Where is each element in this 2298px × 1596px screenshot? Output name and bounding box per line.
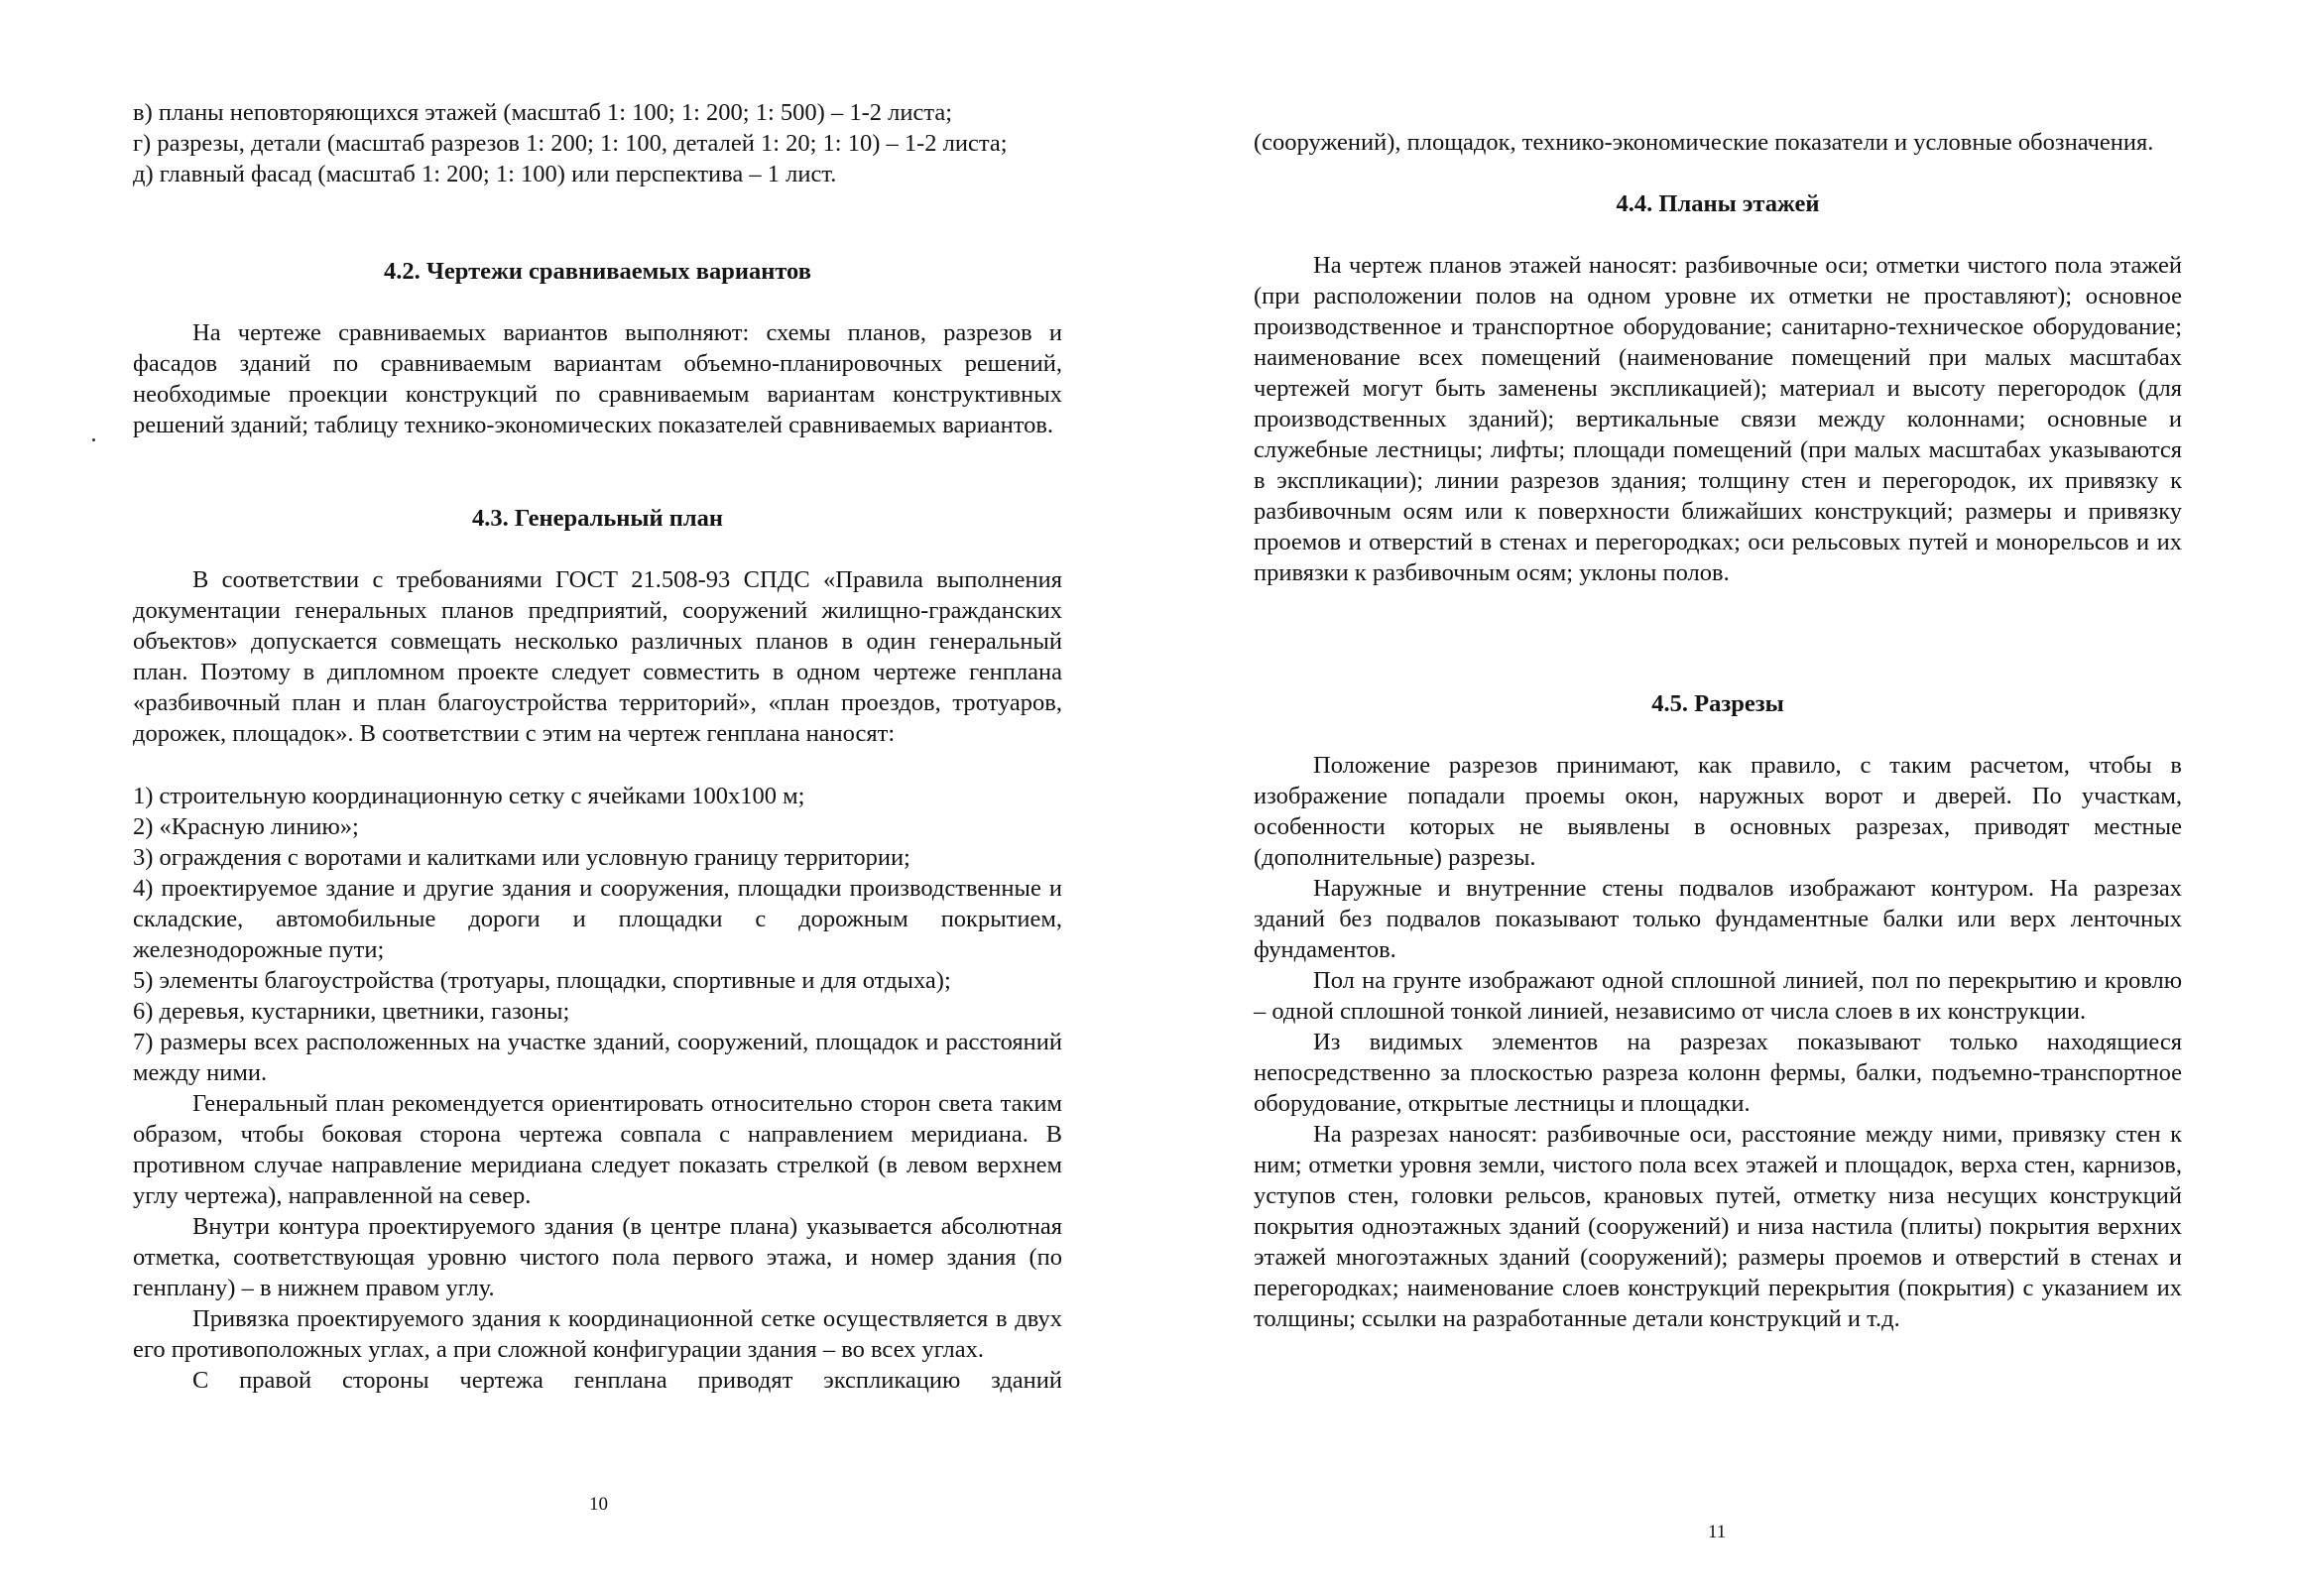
paragraph: Привязка проектируемого здания к координационной сетке осуществляется в двух его противоположных углах, а при сложной конфигурации здания – во всех углах. (133, 1305, 1062, 1363)
list-item: 2) «Красную линию»; (133, 813, 359, 840)
intro-list (133, 97, 1062, 189)
continuation-text: (сооружений), площадок, технико-экономические показатели и условные обозначения. (1254, 129, 2154, 156)
genplan-items (133, 781, 1062, 1396)
paragraph: Внутри контура проектируемого здания (в центре плана) указывается абсолютная отметка, соответствующая уровню чистого пола первого этажа, и номер здания (по генплану) – в нижнем правом углу. (133, 1213, 1062, 1301)
list-item: в) планы неповторяющихся этажей (масштаб 1: 100; 1: 200; 1: 500) – 1-2 листа; (133, 99, 953, 126)
right-page (1254, 0, 2182, 1596)
list-item: г) разрезы, детали (масштаб разрезов 1: 200; 1: 100, деталей 1: 20; 1: 10) – 1-2 листа; (133, 130, 1008, 157)
section-4-2-title: 4.2. Чертежи сравниваемых вариантов (384, 258, 811, 285)
paragraph: Пол на грунте изображают одной сплошной линией, пол по перекрытию и кровлю – одной сплошной тонкой линией, независимо от числа слоев в их конструкции. (1254, 967, 2182, 1025)
section-4-2-text: На чертеже сравниваемых вариантов выполняют: схемы планов, разрезов и фасадов зданий по сравниваемым вариантам объемно-планировочных решений, необходимые проекции конструкций по сравниваемым вариантам конструктивных решений зданий; таблицу технико-экономических показателей сравниваемых вариантов. (133, 319, 1062, 438)
page-number: 11 (1708, 1522, 1727, 1542)
paragraph: На разрезах наносят: разбивочные оси, расстояние между ними, привязку стен к ним; отметки уровня земли, чистого пола всех этажей и площадок, верха стен, карнизов, уступов стен, головки рельсов, крановых путей, отметку низа несущих конструкций покрытия одноэтажных зданий (сооружений) и низа настила (плиты) покрытия верхних этажей многоэтажных зданий (сооружений); размеры проемов и отверстий в стенах и перегородках; наименование слоев конструкций перекрытия (покрытия) с указанием их толщины; ссылки на разработанные детали конструкций и т.д. (1254, 1121, 2182, 1332)
paragraph: Положение разрезов принимают, как правило, с таким расчетом, чтобы в изображение попадали проемы окон, наружных ворот и дверей. По участкам, особенности которых не выявлены в основных разрезах, приводят местные (дополнительные) разрезы. (1254, 752, 2182, 871)
paragraph: Из видимых элементов на разрезах показывают только находящиеся непосредственно за плоскостью разреза колонн фермы, балки, подъемно-транспортное оборудование, открытые лестницы и площадки. (1254, 1029, 2182, 1117)
scan-speck (92, 438, 95, 441)
left-page (133, 0, 1062, 1596)
list-item: д) главный фасад (масштаб 1: 200; 1: 100) или перспектива – 1 лист. (133, 161, 837, 187)
list-item: 4) проектируемое здание и другие здания и сооружения, площадки производственные и складские, автомобильные дороги и площадки с дорожным покрытием, железнодорожные пути; (133, 875, 1062, 963)
paragraph: Генеральный план рекомендуется ориентировать относительно сторон света таким образом, чтобы боковая сторона чертежа совпала с направлением меридиана. В противном случае направление меридиана следует показать стрелкой (в левом верхнем углу чертежа), направленной на север. (133, 1090, 1062, 1209)
list-item: 7) размеры всех расположенных на участке зданий, сооружений, площадок и расстояний между ними. (133, 1029, 1062, 1086)
list-item: 6) деревья, кустарники, цветники, газоны; (133, 998, 570, 1025)
paragraph: С правой стороны чертежа генплана приводят экспликацию зданий (192, 1367, 1062, 1394)
paragraph: Наружные и внутренние стены подвалов изображают контуром. На разрезах зданий без подвалов показывают только фундаментные балки или верх ленточных фундаментов. (1254, 875, 2182, 963)
section-4-3-intro: В соответствии с требованиями ГОСТ 21.508-93 СПДС «Правила выполнения документации генеральных планов предприятий, сооружений жилищно-гражданских объектов» допускается совмещать несколько различных планов в один генеральный план. Поэтому в дипломном проекте следует совместить в одном чертеже генплана «разбивочный план и план благоустройства территорий», «план проездов, тротуаров, дорожек, площадок». В соответствии с этим на чертеж генплана наносят: (133, 566, 1062, 747)
section-4-3-title: 4.3. Генеральный план (472, 505, 723, 532)
page-number: 10 (589, 1494, 608, 1515)
list-item: 1) строительную координационную сетку с ячейками 100х100 м; (133, 783, 805, 809)
section-4-5-title: 4.5. Разрезы (1651, 690, 1784, 717)
list-item: 3) ограждения с воротами и калитками или условную границу территории; (133, 844, 910, 871)
section-4-4-text: На чертеж планов этажей наносят: разбивочные оси; отметки чистого пола этажей (при расположении полов на одном уровне их отметки не проставляют); основное производственное и транспортное оборудование; санитарно-техническое оборудование; наименование всех помещений (наименование помещений при малых масштабах чертежей могут быть заменены экспликацией); материал и высоту перегородок (для производственных зданий); вертикальные связи между колоннами; основные и служебные лестницы; лифты; площади помещений (при малых масштабах указываются в экспликации); линии разрезов здания; толщину стен и перегородок, их привязку к разбивочным осям или к поверхности ближайших конструкций; размеры и привязку проемов и отверстий в стенах и перегородках; оси рельсовых путей и монорельсов и их привязки к разбивочным осям; уклоны полов. (1254, 252, 2182, 586)
list-item: 5) элементы благоустройства (тротуары, площадки, спортивные и для отдыха); (133, 967, 951, 994)
section-4-5-body (1254, 750, 2182, 1334)
section-4-4-title: 4.4. Планы этажей (1616, 190, 1820, 217)
